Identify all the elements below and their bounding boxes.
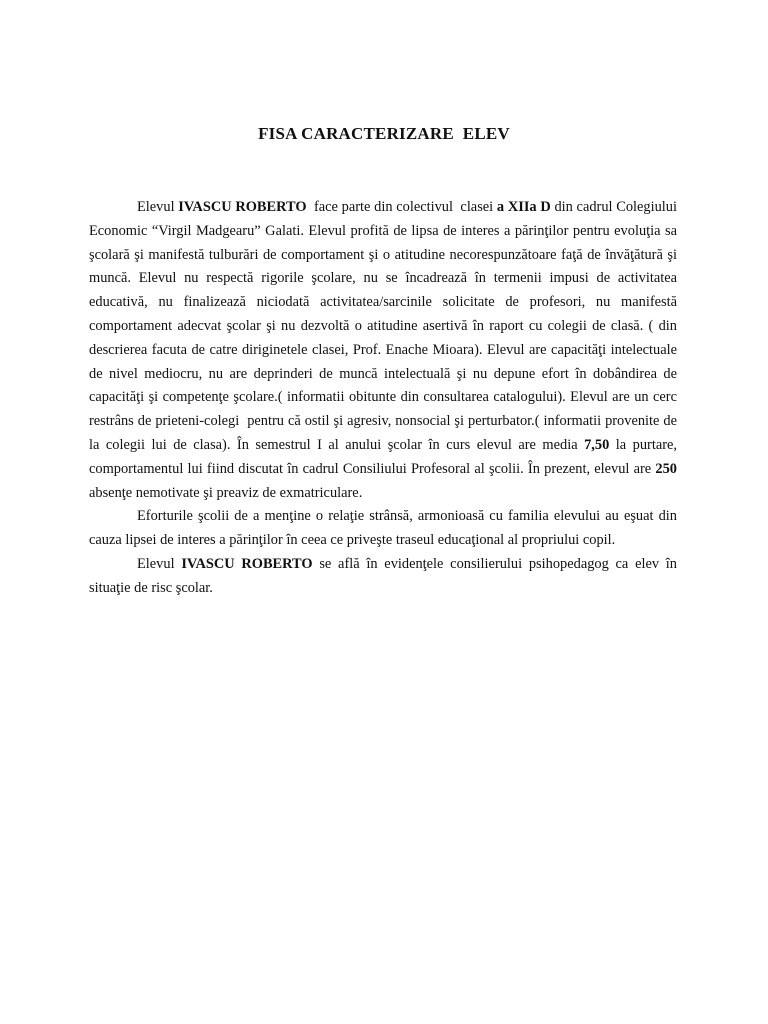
- text-run: face parte din colectivul clasei: [306, 199, 497, 215]
- paragraph: [89, 505, 681, 553]
- absence-count: 250: [655, 460, 677, 477]
- document-title: FISA CARACTERIZARE ELEV: [258, 124, 510, 143]
- class-name: a XIIa D: [496, 199, 551, 215]
- text-run: la purtare, comportamentul lui fiind discutat în cadrul Consiliului Profesoral al şcolii. În prezent, elevul are: [89, 436, 681, 477]
- text-run: absenţe nemotivate şi preaviz de exmatriculare.: [89, 460, 681, 501]
- text-run: se află în evidenţele consilierului psihopedagog ca elev în situaţie de risc şcolar.: [89, 555, 681, 596]
- student-name: IVASCU ROBERTO: [181, 555, 313, 572]
- document-body: [89, 196, 681, 601]
- student-name: IVASCU ROBERTO: [178, 199, 307, 215]
- text-run: Elevul: [137, 555, 182, 572]
- text-run: Elevul: [137, 199, 179, 215]
- paragraph: [89, 553, 681, 601]
- conduct-grade: 7,50: [584, 436, 610, 453]
- text-run: din cadrul Colegiului Economic “Virgil Madgearu” Galati. Elevul profită de lipsa de interes a părinţilor pentru evoluţia sa şcolară şi manifestă tulburări de comportament şi o atitudine necorespunzătoare faţă de învăţătură şi muncă. Elevul nu respectă rigorile şcolare, nu se încadrează în termenii impusi de activitatea educativă, nu finalizează niciodată activitatea/sarcinile solicitate de profesori, nu manifestă comportament adecvat şcolar şi nu dezvoltă o atitudine asertivă în raport cu colegii de clasă. ( din descrierea facuta de catre diriginetele clasei, Prof. Enache Mioara). Elevul are capacităţi intelectuale de nivel mediocru, nu are deprinderi de muncă intelectuală şi nu depune efort în dobândirea de capacităţi şi competenţe şcolare.( informatii obitunte din consultarea catalogului). Elevul are un cerc restrâns de prieteni-colegi pentru că ostil şi agresiv, nonsocial şi perturbator.( informatii provenite de la colegii lui de clasa). În semestrul I al anului şcolar în curs elevul are media: [89, 199, 681, 453]
- paragraph: [89, 196, 681, 505]
- text-run: Eforturile şcolii de a menţine o relaţie strânsă, armonioasă cu familia elevului au eşuat din cauza lipsei de interes a părinţilor în ceea ce priveşte traseul educaţional al propriului copil.: [89, 508, 681, 549]
